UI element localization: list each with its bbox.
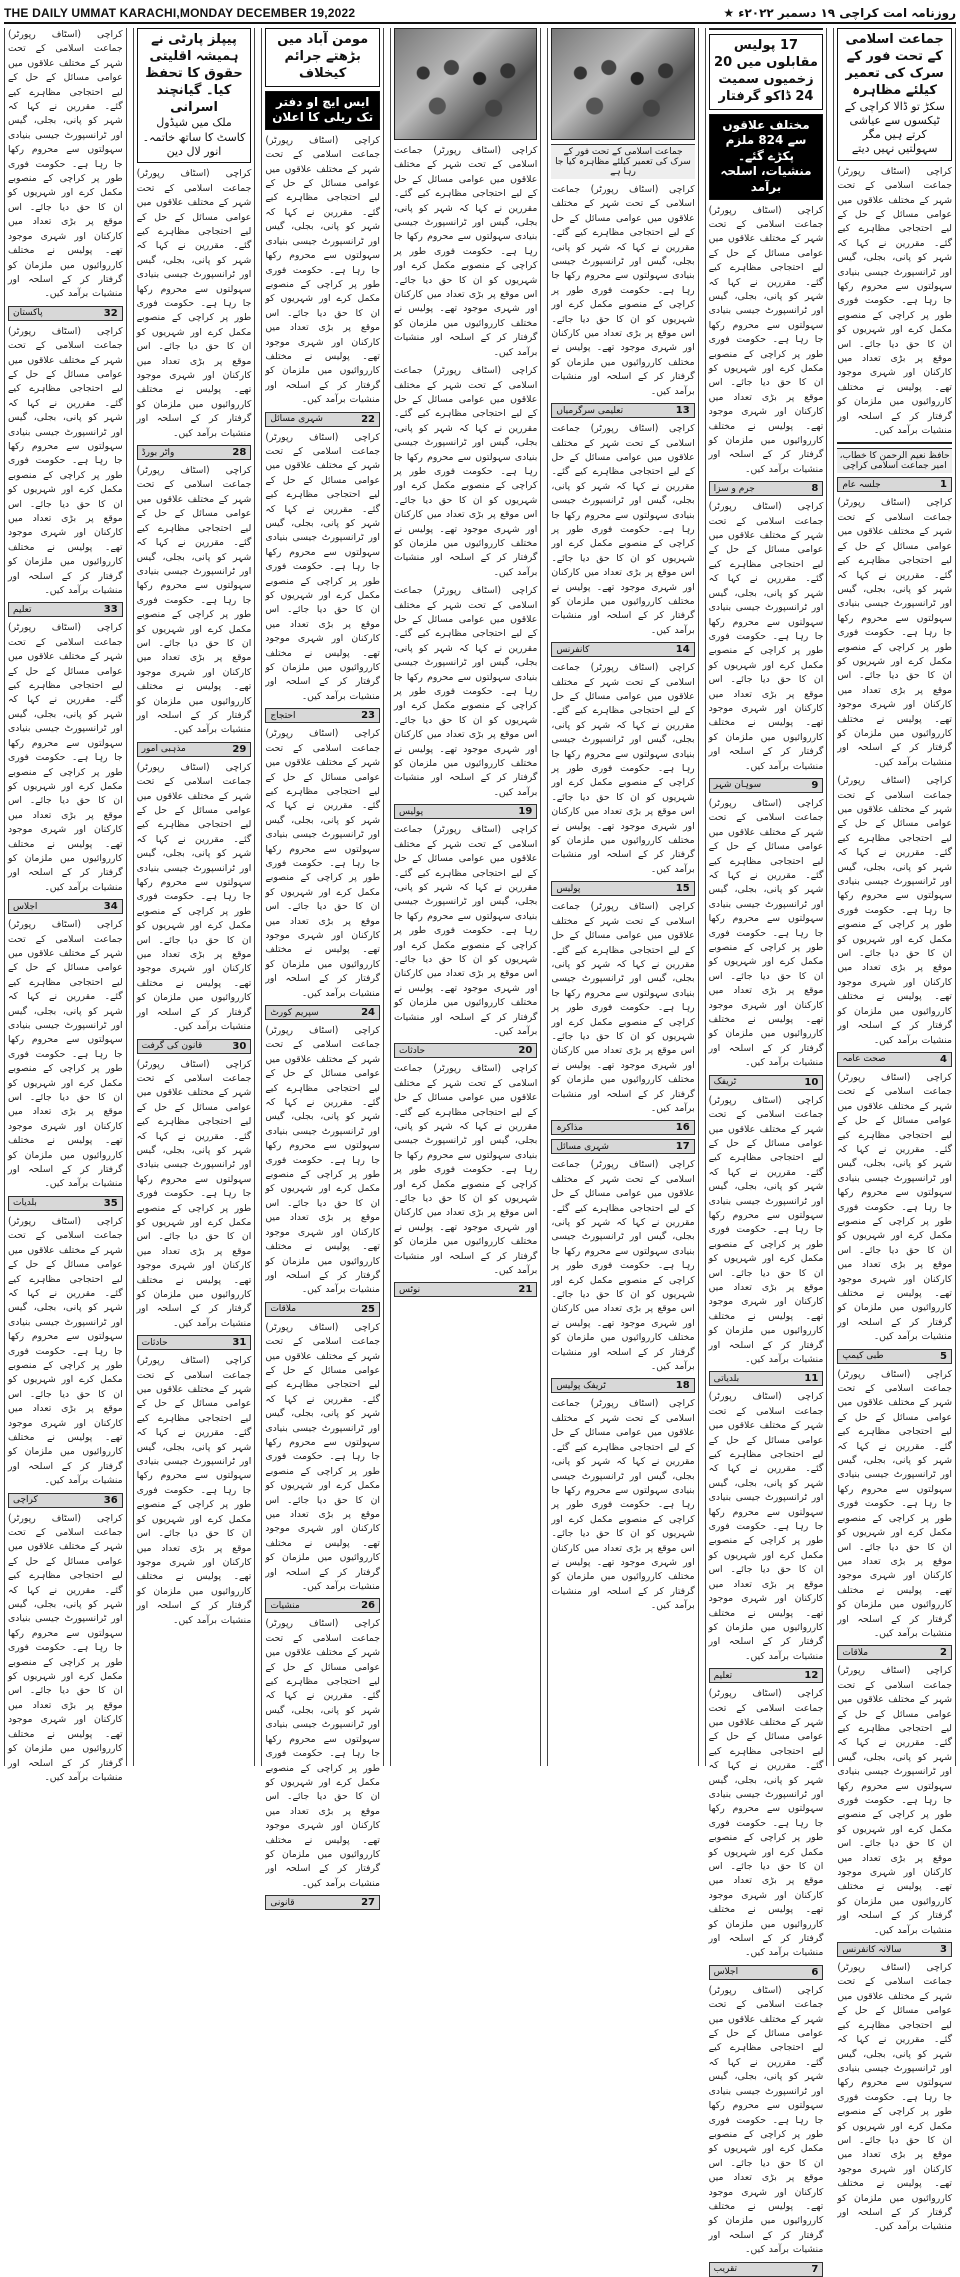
tag-2 [837,1645,952,1660]
tag-21-no: 21 [518,1284,533,1296]
story-text: کراچی (اسٹاف رپورٹر) جماعت اسلامی کے تحت شہر کے مختلف علاقوں میں عوامی مسائل کے حل کے لیے احتجاجی مظاہرے کیے گئے۔ مقررین نے کہا کہ شہر کو پانی، بجلی، گیس اور ٹرانسپورٹ جیسی بنیادی سہولتوں سے محروم رکھا جا رہا ہے۔ حکومت فوری طور پر کراچی کے منصوبے مکمل کرے اور شہریوں کو ان کا حق دیا جائے۔ اس موقع پر بڑی تعداد میں کارکنان اور شہری موجود تھے۔ پولیس نے مختلف کارروائیوں میں ملزمان کو گرفتار کر کے اسلحہ اور منشیات برآمد کیں۔ [551,423,695,636]
story-text: کراچی (اسٹاف رپورٹر) جماعت اسلامی کے تحت شہر کے مختلف علاقوں میں عوامی مسائل کے حل کے لیے احتجاجی مظاہرے کیے گئے۔ مقررین نے کہا کہ شہر کو پانی، بجلی، گیس اور ٹرانسپورٹ جیسی بنیادی سہولتوں سے محروم رکھا جا رہا ہے۔ حکومت فوری طور پر کراچی کے منصوبے مکمل کرے اور شہریوں کو ان کا حق دیا جائے۔ اس موقع پر بڑی تعداد میں کارکنان اور شہری موجود تھے۔ پولیس نے مختلف کارروائیوں میں ملزمان کو گرفتار کر کے اسلحہ اور منشیات برآمد کیں۔ [708,797,824,1069]
tag-19-no: 19 [518,806,533,818]
tag-22 [265,412,380,427]
tag-8-no: 8 [811,483,819,495]
headline-jamaat [837,28,952,161]
tag-9-no: 9 [811,779,819,791]
tag-25-no: 25 [361,1303,375,1315]
story-text: کراچی (اسٹاف رپورٹر) جماعت اسلامی کے تحت شہر کے مختلف علاقوں میں عوامی مسائل کے حل کے لیے احتجاجی مظاہرے کیے گئے۔ مقررین نے کہا کہ شہر کو پانی، بجلی، گیس اور ٹرانسپورٹ جیسی بنیادی سہولتوں سے محروم رکھا جا رہا ہے۔ حکومت فوری طور پر کراچی کے منصوبے مکمل کرے اور شہریوں کو ان کا حق دیا جائے۔ اس موقع پر بڑی تعداد میں کارکنان اور شہری موجود تھے۔ پولیس نے مختلف کارروائیوں میں ملزمان کو گرفتار کر کے اسلحہ اور منشیات برآمد کیں۔ [551,901,695,1114]
tag-26 [265,1598,380,1613]
tag-16 [551,1120,694,1135]
story-text: کراچی (اسٹاف رپورٹر) جماعت اسلامی کے تحت شہر کے مختلف علاقوں میں عوامی مسائل کے حل کے لیے احتجاجی مظاہرے کیے گئے۔ مقررین نے کہا کہ شہر کو پانی، بجلی، گیس اور ٹرانسپورٹ جیسی بنیادی سہولتوں سے محروم رکھا جا رہا ہے۔ حکومت فوری طور پر کراچی کے منصوبے مکمل کرے اور شہریوں کو ان کا حق دیا جائے۔ اس موقع پر بڑی تعداد میں کارکنان اور شہری موجود تھے۔ پولیس نے مختلف کارروائیوں میں ملزمان کو گرفتار کر کے اسلحہ اور منشیات برآمد کیں۔ [837,165,952,437]
tag-1-no: 1 [940,479,947,491]
tag-36-label: کراچی [12,1495,38,1506]
tag-36-no: 36 [103,1494,118,1506]
story-text: کراچی (اسٹاف رپورٹر) جماعت اسلامی کے تحت شہر کے مختلف علاقوں میں عوامی مسائل کے حل کے لیے احتجاجی مظاہرے کیے گئے۔ مقررین نے کہا کہ شہر کو پانی، بجلی، گیس اور ٹرانسپورٹ جیسی بنیادی سہولتوں سے محروم رکھا جا رہا ہے۔ حکومت فوری طور پر کراچی کے منصوبے مکمل کرے اور شہریوں کو ان کا حق دیا جائے۔ اس موقع پر بڑی تعداد میں کارکنان اور شہری موجود تھے۔ پولیس نے مختلف کارروائیوں میں ملزمان کو گرفتار کر کے اسلحہ اور منشیات برآمد کیں۔ [837,1962,952,2233]
story-text: کراچی (اسٹاف رپورٹر) جماعت اسلامی کے تحت شہر کے مختلف علاقوں میں عوامی مسائل کے حل کے لیے احتجاجی مظاہرے کیے گئے۔ مقررین نے کہا کہ شہر کو پانی، بجلی، گیس اور ٹرانسپورٹ جیسی بنیادی سہولتوں سے محروم رکھا جا رہا ہے۔ حکومت فوری طور پر کراچی کے منصوبے مکمل کرے اور شہریوں کو ان کا حق دیا جائے۔ اس موقع پر بڑی تعداد میں کارکنان اور شہری موجود تھے۔ پولیس نے مختلف کارروائیوں میں ملزمان کو گرفتار کر کے اسلحہ اور منشیات برآمد کیں۔ [394,585,538,798]
tag-12-no: 12 [804,1670,819,1682]
headline-ppp [137,28,252,163]
story-text: کراچی (اسٹاف رپورٹر) جماعت اسلامی کے تحت شہر کے مختلف علاقوں میں عوامی مسائل کے حل کے لیے احتجاجی مظاہرے کیے گئے۔ مقررین نے کہا کہ شہر کو پانی، بجلی، گیس اور ٹرانسپورٹ جیسی بنیادی سہولتوں سے محروم رکھا جا رہا ہے۔ حکومت فوری طور پر کراچی کے منصوبے مکمل کرے اور شہریوں کو ان کا حق دیا جائے۔ اس موقع پر بڑی تعداد میں کارکنان اور شہری موجود تھے۔ پولیس نے مختلف کارروائیوں میں ملزمان کو گرفتار کر کے اسلحہ اور منشیات برآمد کیں۔ [7,1512,123,1783]
tag-30-label: قانون کی گرفت [141,1041,203,1051]
story-text: کراچی (اسٹاف رپورٹر) جماعت اسلامی کے تحت شہر کے مختلف علاقوں میں عوامی مسائل کے حل کے لیے احتجاجی مظاہرے کیے گئے۔ مقررین نے کہا کہ شہر کو پانی، بجلی، گیس اور ٹرانسپورٹ جیسی بنیادی سہولتوں سے محروم رکھا جا رہا ہے۔ حکومت فوری طور پر کراچی کے منصوبے مکمل کرے اور شہریوں کو ان کا حق دیا جائے۔ اس موقع پر بڑی تعداد میں کارکنان اور شہری موجود تھے۔ پولیس نے مختلف کارروائیوں میں ملزمان کو گرفتار کر کے اسلحہ اور منشیات برآمد کیں۔ [708,1984,824,2256]
story-text: کراچی (اسٹاف رپورٹر) جماعت اسلامی کے تحت شہر کے مختلف علاقوں میں عوامی مسائل کے حل کے لیے احتجاجی مظاہرے کیے گئے۔ مقررین نے کہا کہ شہر کو پانی، بجلی، گیس اور ٹرانسپورٹ جیسی بنیادی سہولتوں سے محروم رکھا جا رہا ہے۔ حکومت فوری طور پر کراچی کے منصوبے مکمل کرے اور شہریوں کو ان کا حق دیا جائے۔ اس موقع پر بڑی تعداد میں کارکنان اور شہری موجود تھے۔ پولیس نے مختلف کارروائیوں میں ملزمان کو گرفتار کر کے اسلحہ اور منشیات برآمد کیں۔ [708,1391,824,1662]
tag-24-no: 24 [361,1007,375,1019]
tag-14 [551,642,694,657]
story-text: کراچی (اسٹاف رپورٹر) جماعت اسلامی کے تحت شہر کے مختلف علاقوں میں عوامی مسائل کے حل کے لیے احتجاجی مظاہرے کیے گئے۔ مقررین نے کہا کہ شہر کو پانی، بجلی، گیس اور ٹرانسپورٹ جیسی بنیادی سہولتوں سے محروم رکھا جا رہا ہے۔ حکومت فوری طور پر کراچی کے منصوبے مکمل کرے اور شہریوں کو ان کا حق دیا جائے۔ اس موقع پر بڑی تعداد میں کارکنان اور شہری موجود تھے۔ پولیس نے مختلف کارروائیوں میں ملزمان کو گرفتار کر کے اسلحہ اور منشیات برآمد کیں۔ [394,1063,538,1277]
story-text: کراچی (اسٹاف رپورٹر) جماعت اسلامی کے تحت شہر کے مختلف علاقوں میں عوامی مسائل کے حل کے لیے احتجاجی مظاہرے کیے گئے۔ مقررین نے کہا کہ شہر کو پانی، بجلی، گیس اور ٹرانسپورٹ جیسی بنیادی سہولتوں سے محروم رکھا جا رہا ہے۔ حکومت فوری طور پر کراچی کے منصوبے مکمل کرے اور شہریوں کو ان کا حق دیا جائے۔ اس موقع پر بڑی تعداد میں کارکنان اور شہری موجود تھے۔ پولیس نے مختلف کارروائیوں میں ملزمان کو گرفتار کر کے اسلحہ اور منشیات برآمد کیں۔ [837,1071,952,1343]
headline-police-sub: مختلف علاقوں سے 824 ملزم پکڑے گئے۔ منشیات، اسلحہ برآمد [709,114,824,200]
side-photo-caption: حافظ نعیم الرحمن کا خطاب، امیر جماعت اسلامی کراچی [837,448,952,473]
side-photo [837,442,952,444]
tag-23-label: احتجاج [270,710,296,721]
story-text: کراچی (اسٹاف رپورٹر) جماعت اسلامی کے تحت شہر کے مختلف علاقوں میں عوامی مسائل کے حل کے لیے احتجاجی مظاہرے کیے گئے۔ مقررین نے کہا کہ شہر کو پانی، بجلی، گیس اور ٹرانسپورٹ جیسی بنیادی سہولتوں سے محروم رکھا جا رہا ہے۔ حکومت فوری طور پر کراچی کے منصوبے مکمل کرے اور شہریوں کو ان کا حق دیا جائے۔ اس موقع پر بڑی تعداد میں کارکنان اور شہری موجود تھے۔ پولیس نے مختلف کارروائیوں میں ملزمان کو گرفتار کر کے اسلحہ اور منشیات برآمد کیں۔ [136,1355,252,1626]
tag-35-label: بلدیات [12,1198,37,1209]
headline-police-title: 17 پولیس مقابلوں میں 20 زخمیوں سمیت 24 ڈاکو گرفتار [714,38,818,104]
tag-14-no: 14 [675,644,690,656]
tag-3-label: سالانہ کانفرنس [842,1944,902,1955]
tag-7 [709,2262,824,2277]
main-photo-caption: جماعت اسلامی کے تحت فور کے سرک کی تعمیر کیلئے مظاہرہ کیا جا رہا ہے [551,144,694,179]
headline-momin-title: مومن آباد میں بڑھتے جرائم کیخلاف [277,32,369,81]
tag-4 [837,1052,952,1067]
tag-7-no: 7 [811,2263,819,2275]
tag-9 [709,778,824,793]
tag-1-label: جلسہ عام [842,479,881,490]
newspaper-page [4,4,956,2275]
tag-35-no: 35 [103,1197,118,1209]
story-text: کراچی (اسٹاف رپورٹر) جماعت اسلامی کے تحت شہر کے مختلف علاقوں میں عوامی مسائل کے حل کے لیے احتجاجی مظاہرے کیے گئے۔ مقررین نے کہا کہ شہر کو پانی، بجلی، گیس اور ٹرانسپورٹ جیسی بنیادی سہولتوں سے محروم رکھا جا رہا ہے۔ حکومت فوری طور پر کراچی کے منصوبے مکمل کرے اور شہریوں کو ان کا حق دیا جائے۔ اس موقع پر بڑی تعداد میں کارکنان اور شہری موجود تھے۔ پولیس نے مختلف کارروائیوں میں ملزمان کو گرفتار کر کے اسلحہ اور منشیات برآمد کیں۔ [265,1321,380,1593]
tag-17-label: شہری مسائل [556,1141,609,1152]
tag-34 [8,899,123,914]
column-7 [4,28,127,1783]
story-text: کراچی (اسٹاف رپورٹر) جماعت اسلامی کے تحت شہر کے مختلف علاقوں میں عوامی مسائل کے حل کے لیے احتجاجی مظاہرے کیے گئے۔ مقررین نے کہا کہ شہر کو پانی، بجلی، گیس اور ٹرانسپورٹ جیسی بنیادی سہولتوں سے محروم رکھا جا رہا ہے۔ حکومت فوری طور پر کراچی کے منصوبے مکمل کرے اور شہریوں کو ان کا حق دیا جائے۔ اس موقع پر بڑی تعداد میں کارکنان اور شہری موجود تھے۔ پولیس نے مختلف کارروائیوں میں ملزمان کو گرفتار کر کے اسلحہ اور منشیات برآمد کیں۔ [136,761,252,1033]
columns [4,28,956,2275]
story-text: کراچی (اسٹاف رپورٹر) جماعت اسلامی کے تحت شہر کے مختلف علاقوں میں عوامی مسائل کے حل کے لیے احتجاجی مظاہرے کیے گئے۔ مقررین نے کہا کہ شہر کو پانی، بجلی، گیس اور ٹرانسپورٹ جیسی بنیادی سہولتوں سے محروم رکھا جا رہا ہے۔ حکومت فوری طور پر کراچی کے منصوبے مکمل کرے اور شہریوں کو ان کا حق دیا جائے۔ اس موقع پر بڑی تعداد میں کارکنان اور شہری موجود تھے۔ پولیس نے مختلف کارروائیوں میں ملزمان کو گرفتار کر کے اسلحہ اور منشیات برآمد کیں۔ [136,168,252,439]
tag-2-no: 2 [940,1647,947,1659]
tag-10-no: 10 [804,1076,819,1088]
headline-police [709,34,824,110]
headline-jamaat-sub: سکڑ تو ڈالا کراچی کے ٹیکسوں سے عیاشی کرتے ہیں مگر سہولتیں نہیں دیتے [844,99,945,156]
tag-11 [709,1371,824,1386]
tag-15-label: پولیس [556,883,581,894]
story-text: کراچی (اسٹاف رپورٹر) جماعت اسلامی کے تحت شہر کے مختلف علاقوں میں عوامی مسائل کے حل کے لیے احتجاجی مظاہرے کیے گئے۔ مقررین نے کہا کہ شہر کو پانی، بجلی، گیس اور ٹرانسپورٹ جیسی بنیادی سہولتوں سے محروم رکھا جا رہا ہے۔ حکومت فوری طور پر کراچی کے منصوبے مکمل کرے اور شہریوں کو ان کا حق دیا جائے۔ اس موقع پر بڑی تعداد میں کارکنان اور شہری موجود تھے۔ پولیس نے مختلف کارروائیوں میں ملزمان کو گرفتار کر کے اسلحہ اور منشیات برآمد کیں۔ [394,145,538,358]
story-text: کراچی (اسٹاف رپورٹر) جماعت اسلامی کے تحت شہر کے مختلف علاقوں میں عوامی مسائل کے حل کے لیے احتجاجی مظاہرے کیے گئے۔ مقررین نے کہا کہ شہر کو پانی، بجلی، گیس اور ٹرانسپورٹ جیسی بنیادی سہولتوں سے محروم رکھا جا رہا ہے۔ حکومت فوری طور پر کراچی کے منصوبے مکمل کرے اور شہریوں کو ان کا حق دیا جائے۔ اس موقع پر بڑی تعداد میں کارکنان اور شہری موجود تھے۔ پولیس نے مختلف کارروائیوں میں ملزمان کو گرفتار کر کے اسلحہ اور منشیات برآمد کیں۔ [136,465,252,736]
story-text: کراچی (اسٹاف رپورٹر) جماعت اسلامی کے تحت شہر کے مختلف علاقوں میں عوامی مسائل کے حل کے لیے احتجاجی مظاہرے کیے گئے۔ مقررین نے کہا کہ شہر کو پانی، بجلی، گیس اور ٹرانسپورٹ جیسی بنیادی سہولتوں سے محروم رکھا جا رہا ہے۔ حکومت فوری طور پر کراچی کے منصوبے مکمل کرے اور شہریوں کو ان کا حق دیا جائے۔ اس موقع پر بڑی تعداد میں کارکنان اور شہری موجود تھے۔ پولیس نے مختلف کارروائیوں میں ملزمان کو گرفتار کر کے اسلحہ اور منشیات برآمد کیں۔ [708,1094,824,1365]
story-text: کراچی (اسٹاف رپورٹر) جماعت اسلامی کے تحت شہر کے مختلف علاقوں میں عوامی مسائل کے حل کے لیے احتجاجی مظاہرے کیے گئے۔ مقررین نے کہا کہ شہر کو پانی، بجلی، گیس اور ٹرانسپورٹ جیسی بنیادی سہولتوں سے محروم رکھا جا رہا ہے۔ حکومت فوری طور پر کراچی کے منصوبے مکمل کرے اور شہریوں کو ان کا حق دیا جائے۔ اس موقع پر بڑی تعداد میں کارکنان اور شہری موجود تھے۔ پولیس نے مختلف کارروائیوں میں ملزمان کو گرفتار کر کے اسلحہ اور منشیات برآمد کیں۔ [7,29,123,300]
tag-6 [709,1965,824,1980]
story-text: کراچی (اسٹاف رپورٹر) جماعت اسلامی کے تحت شہر کے مختلف علاقوں میں عوامی مسائل کے حل کے لیے احتجاجی مظاہرے کیے گئے۔ مقررین نے کہا کہ شہر کو پانی، بجلی، گیس اور ٹرانسپورٹ جیسی بنیادی سہولتوں سے محروم رکھا جا رہا ہے۔ حکومت فوری طور پر کراچی کے منصوبے مکمل کرے اور شہریوں کو ان کا حق دیا جائے۔ اس موقع پر بڑی تعداد میں کارکنان اور شہری موجود تھے۔ پولیس نے مختلف کارروائیوں میں ملزمان کو گرفتار کر کے اسلحہ اور منشیات برآمد کیں۔ [837,497,952,768]
column-4 [390,28,541,1766]
tag-34-label: اجلاس [12,901,38,912]
tag-28 [137,445,252,460]
tag-33 [8,602,123,617]
tag-17-no: 17 [675,1141,690,1153]
tag-21-label: نوٹس [399,1284,421,1295]
tag-31-no: 31 [232,1337,247,1349]
tag-24-label: سپریم کورٹ [270,1007,319,1018]
tag-25-label: ملاقات [270,1304,297,1315]
tag-12-label: تعلیم [713,1670,733,1681]
tag-26-no: 26 [361,1600,375,1612]
tag-22-label: شہری مسائل [270,414,323,425]
star-icon: ★ [723,6,735,20]
story-text: کراچی (اسٹاف رپورٹر) جماعت اسلامی کے تحت شہر کے مختلف علاقوں میں عوامی مسائل کے حل کے لیے احتجاجی مظاہرے کیے گئے۔ مقررین نے کہا کہ شہر کو پانی، بجلی، گیس اور ٹرانسپورٹ جیسی بنیادی سہولتوں سے محروم رکھا جا رہا ہے۔ حکومت فوری طور پر کراچی کے منصوبے مکمل کرے اور شہریوں کو ان کا حق دیا جائے۔ اس موقع پر بڑی تعداد میں کارکنان اور شہری موجود تھے۔ پولیس نے مختلف کارروائیوں میں ملزمان کو گرفتار کر کے اسلحہ اور منشیات برآمد کیں۔ [265,1618,380,1889]
tag-31-label: حادثات [141,1337,168,1348]
tag-16-label: مذاکرہ [556,1122,583,1133]
tag-27-label: قانونی [270,1897,295,1908]
tag-8-label: جرم و سزا [713,483,755,494]
tag-2-label: ملاقات [842,1647,869,1658]
story-text: کراچی (اسٹاف رپورٹر) جماعت اسلامی کے تحت شہر کے مختلف علاقوں میں عوامی مسائل کے حل کے لیے احتجاجی مظاہرے کیے گئے۔ مقررین نے کہا کہ شہر کو پانی، بجلی، گیس اور ٹرانسپورٹ جیسی بنیادی سہولتوں سے محروم رکھا جا رہا ہے۔ حکومت فوری طور پر کراچی کے منصوبے مکمل کرے اور شہریوں کو ان کا حق دیا جائے۔ اس موقع پر بڑی تعداد میں کارکنان اور شہری موجود تھے۔ پولیس نے مختلف کارروائیوں میں ملزمان کو گرفتار کر کے اسلحہ اور منشیات برآمد کیں۔ [551,1159,695,1373]
tag-29-label: مذہبی امور [141,744,186,755]
story-text: کراچی (اسٹاف رپورٹر) جماعت اسلامی کے تحت شہر کے مختلف علاقوں میں عوامی مسائل کے حل کے لیے احتجاجی مظاہرے کیے گئے۔ مقررین نے کہا کہ شہر کو پانی، بجلی، گیس اور ٹرانسپورٹ جیسی بنیادی سہولتوں سے محروم رکھا جا رہا ہے۔ حکومت فوری طور پر کراچی کے منصوبے مکمل کرے اور شہریوں کو ان کا حق دیا جائے۔ اس موقع پر بڑی تعداد میں کارکنان اور شہری موجود تھے۔ پولیس نے مختلف کارروائیوں میں ملزمان کو گرفتار کر کے اسلحہ اور منشیات برآمد کیں۔ [551,1398,695,1612]
tag-35 [8,1196,123,1211]
tag-20 [394,1043,537,1058]
tag-19-label: پولیس [399,806,424,817]
tag-23 [265,708,380,723]
tag-33-label: تعلیم [12,604,32,615]
headline-ppp-sub: ملک میں شیڈول کاسٹ کا ساتھ خاتمہ۔ انور لال دین [142,116,246,159]
tag-11-no: 11 [804,1373,819,1385]
main-photo [551,28,694,140]
tag-1 [837,477,952,492]
column-3 [547,28,698,1766]
tag-18 [551,1378,694,1393]
tag-27-no: 27 [361,1897,375,1909]
tag-34-no: 34 [103,901,118,913]
story-text: کراچی (اسٹاف رپورٹر) جماعت اسلامی کے تحت شہر کے مختلف علاقوں میں عوامی مسائل کے حل کے لیے احتجاجی مظاہرے کیے گئے۔ مقررین نے کہا کہ شہر کو پانی، بجلی، گیس اور ٹرانسپورٹ جیسی بنیادی سہولتوں سے محروم رکھا جا رہا ہے۔ حکومت فوری طور پر کراچی کے منصوبے مکمل کرے اور شہریوں کو ان کا حق دیا جائے۔ اس موقع پر بڑی تعداد میں کارکنان اور شہری موجود تھے۔ پولیس نے مختلف کارروائیوں میں ملزمان کو گرفتار کر کے اسلحہ اور منشیات برآمد کیں۔ [394,824,538,1037]
tag-6-label: اجلاس [713,1967,739,1978]
column-2 [705,28,828,2275]
tag-20-no: 20 [518,1045,533,1057]
tag-10 [709,1075,824,1090]
story-text: کراچی (اسٹاف رپورٹر) جماعت اسلامی کے تحت شہر کے مختلف علاقوں میں عوامی مسائل کے حل کے لیے احتجاجی مظاہرے کیے گئے۔ مقررین نے کہا کہ شہر کو پانی، بجلی، گیس اور ٹرانسپورٹ جیسی بنیادی سہولتوں سے محروم رکھا جا رہا ہے۔ حکومت فوری طور پر کراچی کے منصوبے مکمل کرے اور شہریوں کو ان کا حق دیا جائے۔ اس موقع پر بڑی تعداد میں کارکنان اور شہری موجود تھے۔ پولیس نے مختلف کارروائیوں میں ملزمان کو گرفتار کر کے اسلحہ اور منشیات برآمد کیں۔ [7,1215,123,1487]
masthead-urdu [717,6,956,20]
tag-3 [837,1942,952,1957]
headline-momin-sub: ایس ایچ او دفتر تک ریلی کا اعلان [265,91,380,130]
tag-30-no: 30 [232,1040,247,1052]
tag-32-no: 32 [103,307,118,319]
tag-28-no: 28 [232,447,247,459]
story-text: کراچی (اسٹاف رپورٹر) جماعت اسلامی کے تحت شہر کے مختلف علاقوں میں عوامی مسائل کے حل کے لیے احتجاجی مظاہرے کیے گئے۔ مقررین نے کہا کہ شہر کو پانی، بجلی، گیس اور ٹرانسپورٹ جیسی بنیادی سہولتوں سے محروم رکھا جا رہا ہے۔ حکومت فوری طور پر کراچی کے منصوبے مکمل کرے اور شہریوں کو ان کا حق دیا جائے۔ اس موقع پر بڑی تعداد میں کارکنان اور شہری موجود تھے۔ پولیس نے مختلف کارروائیوں میں ملزمان کو گرفتار کر کے اسلحہ اور منشیات برآمد کیں۔ [136,1058,252,1329]
story-text: کراچی (اسٹاف رپورٹر) جماعت اسلامی کے تحت شہر کے مختلف علاقوں میں عوامی مسائل کے حل کے لیے احتجاجی مظاہرے کیے گئے۔ مقررین نے کہا کہ شہر کو پانی، بجلی، گیس اور ٹرانسپورٹ جیسی بنیادی سہولتوں سے محروم رکھا جا رہا ہے۔ حکومت فوری طور پر کراچی کے منصوبے مکمل کرے اور شہریوں کو ان کا حق دیا جائے۔ اس موقع پر بڑی تعداد میں کارکنان اور شہری موجود تھے۔ پولیس نے مختلف کارروائیوں میں ملزمان کو گرفتار کر کے اسلحہ اور منشیات برآمد کیں۔ [7,325,123,597]
tag-27 [265,1895,380,1910]
tag-3-no: 3 [940,1944,947,1956]
column-1 [833,28,956,2233]
story-text: کراچی (اسٹاف رپورٹر) جماعت اسلامی کے تحت شہر کے مختلف علاقوں میں عوامی مسائل کے حل کے لیے احتجاجی مظاہرے کیے گئے۔ مقررین نے کہا کہ شہر کو پانی، بجلی، گیس اور ٹرانسپورٹ جیسی بنیادی سہولتوں سے محروم رکھا جا رہا ہے۔ حکومت فوری طور پر کراچی کے منصوبے مکمل کرے اور شہریوں کو ان کا حق دیا جائے۔ اس موقع پر بڑی تعداد میں کارکنان اور شہری موجود تھے۔ پولیس نے مختلف کارروائیوں میں ملزمان کو گرفتار کر کے اسلحہ اور منشیات برآمد کیں۔ [265,1025,380,1296]
story-text: کراچی (اسٹاف رپورٹر) جماعت اسلامی کے تحت شہر کے مختلف علاقوں میں عوامی مسائل کے حل کے لیے احتجاجی مظاہرے کیے گئے۔ مقررین نے کہا کہ شہر کو پانی، بجلی، گیس اور ٹرانسپورٹ جیسی بنیادی سہولتوں سے محروم رکھا جا رہا ہے۔ حکومت فوری طور پر کراچی کے منصوبے مکمل کرے اور شہریوں کو ان کا حق دیا جائے۔ اس موقع پر بڑی تعداد میں کارکنان اور شہری موجود تھے۔ پولیس نے مختلف کارروائیوں میں ملزمان کو گرفتار کر کے اسلحہ اور منشیات برآمد کیں۔ [551,662,695,875]
tag-18-label: ٹریفک پولیس [556,1380,606,1391]
story-text: کراچی (اسٹاف رپورٹر) جماعت اسلامی کے تحت شہر کے مختلف علاقوں میں عوامی مسائل کے حل کے لیے احتجاجی مظاہرے کیے گئے۔ مقررین نے کہا کہ شہر کو پانی، بجلی، گیس اور ٹرانسپورٹ جیسی بنیادی سہولتوں سے محروم رکھا جا رہا ہے۔ حکومت فوری طور پر کراچی کے منصوبے مکمل کرے اور شہریوں کو ان کا حق دیا جائے۔ اس موقع پر بڑی تعداد میں کارکنان اور شہری موجود تھے۔ پولیس نے مختلف کارروائیوں میں ملزمان کو گرفتار کر کے اسلحہ اور منشیات برآمد کیں۔ [837,1665,952,1936]
story-text: کراچی (اسٹاف رپورٹر) جماعت اسلامی کے تحت شہر کے مختلف علاقوں میں عوامی مسائل کے حل کے لیے احتجاجی مظاہرے کیے گئے۔ مقررین نے کہا کہ شہر کو پانی، بجلی، گیس اور ٹرانسپورٹ جیسی بنیادی سہولتوں سے محروم رکھا جا رہا ہے۔ حکومت فوری طور پر کراچی کے منصوبے مکمل کرے اور شہریوں کو ان کا حق دیا جائے۔ اس موقع پر بڑی تعداد میں کارکنان اور شہری موجود تھے۔ پولیس نے مختلف کارروائیوں میں ملزمان کو گرفتار کر کے اسلحہ اور منشیات برآمد کیں۔ [265,728,380,999]
story-text: کراچی (اسٹاف رپورٹر) جماعت اسلامی کے تحت شہر کے مختلف علاقوں میں عوامی مسائل کے حل کے لیے احتجاجی مظاہرے کیے گئے۔ مقررین نے کہا کہ شہر کو پانی، بجلی، گیس اور ٹرانسپورٹ جیسی بنیادی سہولتوں سے محروم رکھا جا رہا ہے۔ حکومت فوری طور پر کراچی کے منصوبے مکمل کرے اور شہریوں کو ان کا حق دیا جائے۔ اس موقع پر بڑی تعداد میں کارکنان اور شہری موجود تھے۔ پولیس نے مختلف کارروائیوں میں ملزمان کو گرفتار کر کے اسلحہ اور منشیات برآمد کیں۔ [708,501,824,772]
tag-4-label: صحت عامہ [842,1054,886,1065]
tag-8 [709,481,824,496]
tag-14-label: کانفرنس [556,644,590,655]
column-6 [133,28,256,1766]
tag-9-label: سوہان شہر [713,780,762,791]
story-text: کراچی (اسٹاف رپورٹر) جماعت اسلامی کے تحت شہر کے مختلف علاقوں میں عوامی مسائل کے حل کے لیے احتجاجی مظاہرے کیے گئے۔ مقررین نے کہا کہ شہر کو پانی، بجلی، گیس اور ٹرانسپورٹ جیسی بنیادی سہولتوں سے محروم رکھا جا رہا ہے۔ حکومت فوری طور پر کراچی کے منصوبے مکمل کرے اور شہریوں کو ان کا حق دیا جائے۔ اس موقع پر بڑی تعداد میں کارکنان اور شہری موجود تھے۔ پولیس نے مختلف کارروائیوں میں ملزمان کو گرفتار کر کے اسلحہ اور منشیات برآمد کیں۔ [708,204,824,475]
tag-10-label: ٹریفک [713,1077,737,1088]
tag-32-label: پاکستان [12,308,43,319]
tag-15-no: 15 [675,883,690,895]
tag-12 [709,1668,824,1683]
tag-25 [265,1302,380,1317]
tag-29-no: 29 [232,743,247,755]
masthead-english: THE DAILY UMMAT KARACHI,MONDAY DECEMBER 19,2022 [4,6,356,20]
tag-28-label: واٹر بورڈ [141,447,175,458]
tag-33-no: 33 [103,604,118,616]
story-text: کراچی (اسٹاف رپورٹر) جماعت اسلامی کے تحت شہر کے مختلف علاقوں میں عوامی مسائل کے حل کے لیے احتجاجی مظاہرے کیے گئے۔ مقررین نے کہا کہ شہر کو پانی، بجلی، گیس اور ٹرانسپورٹ جیسی بنیادی سہولتوں سے محروم رکھا جا رہا ہے۔ حکومت فوری طور پر کراچی کے منصوبے مکمل کرے اور شہریوں کو ان کا حق دیا جائے۔ اس موقع پر بڑی تعداد میں کارکنان اور شہری موجود تھے۔ پولیس نے مختلف کارروائیوں میں ملزمان کو گرفتار کر کے اسلحہ اور منشیات برآمد کیں۔ [837,775,952,1046]
tag-16-no: 16 [675,1122,690,1134]
tag-11-label: بلدیاتی [713,1373,740,1384]
headline-ppp-title: پیپلز پارٹی نے ہمیشہ اقلیتی حقوق کا تحفظ کیا۔ گیانچند اسرانی [145,32,243,115]
tag-31 [137,1335,252,1350]
tag-7-label: تقریب [713,2264,738,2275]
main-photo-left [394,28,537,140]
tag-20-label: حادثات [399,1045,426,1056]
tag-5 [837,1349,952,1364]
tag-21 [394,1282,537,1297]
tag-6-no: 6 [811,1966,819,1978]
story-text: کراچی (اسٹاف رپورٹر) جماعت اسلامی کے تحت شہر کے مختلف علاقوں میں عوامی مسائل کے حل کے لیے احتجاجی مظاہرے کیے گئے۔ مقررین نے کہا کہ شہر کو پانی، بجلی، گیس اور ٹرانسپورٹ جیسی بنیادی سہولتوں سے محروم رکھا جا رہا ہے۔ حکومت فوری طور پر کراچی کے منصوبے مکمل کرے اور شہریوں کو ان کا حق دیا جائے۔ اس موقع پر بڑی تعداد میں کارکنان اور شہری موجود تھے۔ پولیس نے مختلف کارروائیوں میں ملزمان کو گرفتار کر کے اسلحہ اور منشیات برآمد کیں۔ [708,1688,824,1959]
story-text: کراچی (اسٹاف رپورٹر) جماعت اسلامی کے تحت شہر کے مختلف علاقوں میں عوامی مسائل کے حل کے لیے احتجاجی مظاہرے کیے گئے۔ مقررین نے کہا کہ شہر کو پانی، بجلی، گیس اور ٹرانسپورٹ جیسی بنیادی سہولتوں سے محروم رکھا جا رہا ہے۔ حکومت فوری طور پر کراچی کے منصوبے مکمل کرے اور شہریوں کو ان کا حق دیا جائے۔ اس موقع پر بڑی تعداد میں کارکنان اور شہری موجود تھے۔ پولیس نے مختلف کارروائیوں میں ملزمان کو گرفتار کر کے اسلحہ اور منشیات برآمد کیں۔ [7,919,123,1190]
masthead-urdu-text: روزنامہ امت کراچی ۱۹ دسمبر ۲۰۲۲ء [738,6,956,20]
story-text: کراچی (اسٹاف رپورٹر) جماعت اسلامی کے تحت شہر کے مختلف علاقوں میں عوامی مسائل کے حل کے لیے احتجاجی مظاہرے کیے گئے۔ مقررین نے کہا کہ شہر کو پانی، بجلی، گیس اور ٹرانسپورٹ جیسی بنیادی سہولتوں سے محروم رکھا جا رہا ہے۔ حکومت فوری طور پر کراچی کے منصوبے مکمل کرے اور شہریوں کو ان کا حق دیا جائے۔ اس موقع پر بڑی تعداد میں کارکنان اور شہری موجود تھے۔ پولیس نے مختلف کارروائیوں میں ملزمان کو گرفتار کر کے اسلحہ اور منشیات برآمد کیں۔ [551,184,695,397]
tag-5-label: طبی کیمپ [842,1351,884,1362]
tag-23-no: 23 [361,710,375,722]
tag-13-label: تعلیمی سرگرمیاں [556,405,624,416]
tag-24 [265,1005,380,1020]
story-text: کراچی (اسٹاف رپورٹر) جماعت اسلامی کے تحت شہر کے مختلف علاقوں میں عوامی مسائل کے حل کے لیے احتجاجی مظاہرے کیے گئے۔ مقررین نے کہا کہ شہر کو پانی، بجلی، گیس اور ٹرانسپورٹ جیسی بنیادی سہولتوں سے محروم رکھا جا رہا ہے۔ حکومت فوری طور پر کراچی کے منصوبے مکمل کرے اور شہریوں کو ان کا حق دیا جائے۔ اس موقع پر بڑی تعداد میں کارکنان اور شہری موجود تھے۔ پولیس نے مختلف کارروائیوں میں ملزمان کو گرفتار کر کے اسلحہ اور منشیات برآمد کیں۔ [7,622,123,893]
column-5 [261,28,384,1909]
tag-22-no: 22 [361,413,375,425]
main-photo-right [709,28,824,30]
story-text: کراچی (اسٹاف رپورٹر) جماعت اسلامی کے تحت شہر کے مختلف علاقوں میں عوامی مسائل کے حل کے لیے احتجاجی مظاہرے کیے گئے۔ مقررین نے کہا کہ شہر کو پانی، بجلی، گیس اور ٹرانسپورٹ جیسی بنیادی سہولتوں سے محروم رکھا جا رہا ہے۔ حکومت فوری طور پر کراچی کے منصوبے مکمل کرے اور شہریوں کو ان کا حق دیا جائے۔ اس موقع پر بڑی تعداد میں کارکنان اور شہری موجود تھے۔ پولیس نے مختلف کارروائیوں میں ملزمان کو گرفتار کر کے اسلحہ اور منشیات برآمد کیں۔ [265,134,380,406]
tag-30 [137,1039,252,1054]
tag-17 [551,1139,694,1154]
tag-29 [137,742,252,757]
tag-26-label: منشیات [270,1600,300,1611]
headline-jamaat-title: جماعت اسلامی کے تحت فور کے سرک کی تعمیر کیلئے مظاہرہ [845,32,944,98]
tag-19 [394,804,537,819]
tag-13 [551,403,694,418]
story-text: کراچی (اسٹاف رپورٹر) جماعت اسلامی کے تحت شہر کے مختلف علاقوں میں عوامی مسائل کے حل کے لیے احتجاجی مظاہرے کیے گئے۔ مقررین نے کہا کہ شہر کو پانی، بجلی، گیس اور ٹرانسپورٹ جیسی بنیادی سہولتوں سے محروم رکھا جا رہا ہے۔ حکومت فوری طور پر کراچی کے منصوبے مکمل کرے اور شہریوں کو ان کا حق دیا جائے۔ اس موقع پر بڑی تعداد میں کارکنان اور شہری موجود تھے۔ پولیس نے مختلف کارروائیوں میں ملزمان کو گرفتار کر کے اسلحہ اور منشیات برآمد کیں۔ [837,1368,952,1639]
tag-5-no: 5 [940,1350,947,1362]
story-text: کراچی (اسٹاف رپورٹر) جماعت اسلامی کے تحت شہر کے مختلف علاقوں میں عوامی مسائل کے حل کے لیے احتجاجی مظاہرے کیے گئے۔ مقررین نے کہا کہ شہر کو پانی، بجلی، گیس اور ٹرانسپورٹ جیسی بنیادی سہولتوں سے محروم رکھا جا رہا ہے۔ حکومت فوری طور پر کراچی کے منصوبے مکمل کرے اور شہریوں کو ان کا حق دیا جائے۔ اس موقع پر بڑی تعداد میں کارکنان اور شہری موجود تھے۔ پولیس نے مختلف کارروائیوں میں ملزمان کو گرفتار کر کے اسلحہ اور منشیات برآمد کیں۔ [265,431,380,702]
tag-13-no: 13 [675,405,690,417]
tag-32 [8,306,123,321]
story-text: کراچی (اسٹاف رپورٹر) جماعت اسلامی کے تحت شہر کے مختلف علاقوں میں عوامی مسائل کے حل کے لیے احتجاجی مظاہرے کیے گئے۔ مقررین نے کہا کہ شہر کو پانی، بجلی، گیس اور ٹرانسپورٹ جیسی بنیادی سہولتوں سے محروم رکھا جا رہا ہے۔ حکومت فوری طور پر کراچی کے منصوبے مکمل کرے اور شہریوں کو ان کا حق دیا جائے۔ اس موقع پر بڑی تعداد میں کارکنان اور شہری موجود تھے۔ پولیس نے مختلف کارروائیوں میں ملزمان کو گرفتار کر کے اسلحہ اور منشیات برآمد کیں۔ [394,365,538,578]
masthead [4,4,956,24]
tag-4-no: 4 [940,1053,947,1065]
tag-36 [8,1493,123,1508]
headline-momin [265,28,380,87]
tag-18-no: 18 [675,1380,690,1392]
tag-15 [551,881,694,896]
